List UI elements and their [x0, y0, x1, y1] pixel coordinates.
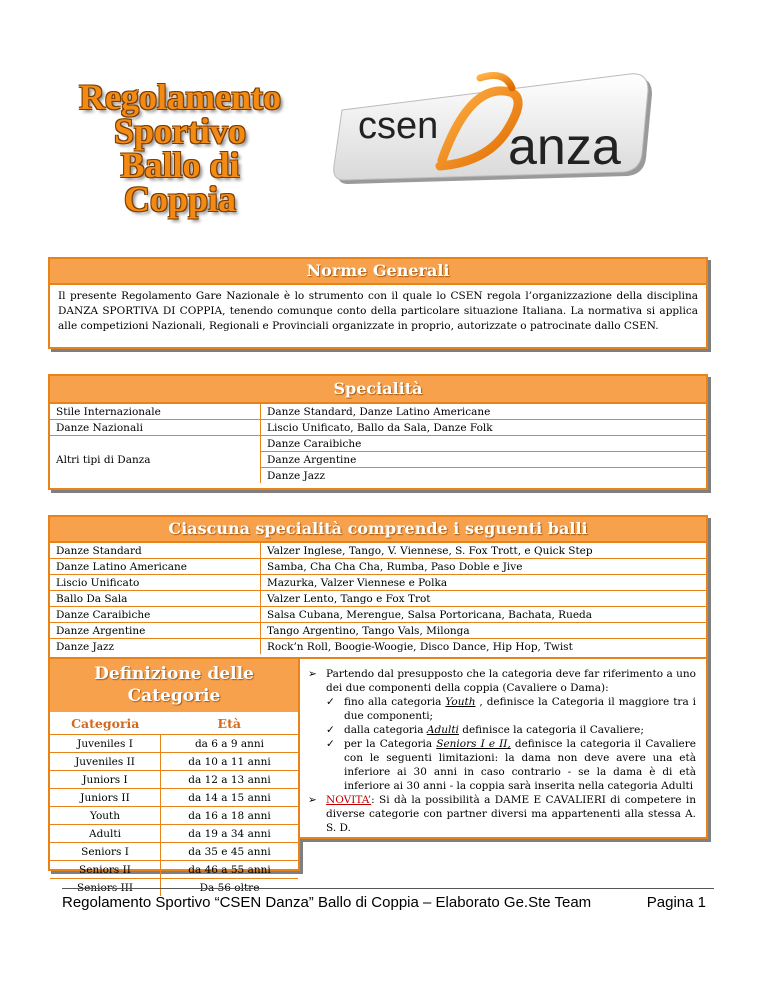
table-cell: da 6 a 9 anni: [161, 735, 299, 753]
specialita-table: [50, 404, 706, 483]
document-title: [70, 77, 290, 219]
table-cell: Danze Standard, Danze Latino Americane: [261, 404, 707, 420]
balli-heading: Ciascuna specialità comprende i seguenti balli: [50, 517, 706, 543]
balli-table: [50, 543, 706, 654]
table-row: [50, 735, 298, 753]
checkmark-icon: ✓: [326, 738, 335, 750]
table-cell: Samba, Cha Cha Cha, Rumba, Paso Doble e Jive: [261, 559, 707, 575]
note-text: definisce la categoria il Cavaliere con le seguenti limitazioni: la dama non deve avere una età inferiore ai 30 anni in caso contrario - se la dama è di età inferiore ai 30 anni - la coppia sarà inserita nella categoria Adulti: [344, 738, 697, 792]
table-cell: da 12 a 13 anni: [161, 771, 299, 789]
novita-label: NOVITA’: [326, 794, 372, 806]
checkmark-icon: ✓: [326, 696, 335, 708]
table-cell: Da 56 oltre: [199, 881, 260, 894]
table-row: [50, 825, 298, 843]
table-row: [50, 807, 298, 825]
table-cell: Seniors I: [50, 843, 161, 861]
arrow-bullet-icon: ➢: [308, 668, 317, 680]
table-cell: da 46 a 55 anni: [161, 861, 299, 879]
categorie-heading: [50, 659, 298, 712]
table-cell: da 10 a 11 anni: [161, 753, 299, 771]
checkmark-icon: ✓: [326, 724, 335, 736]
table-cell: Danze Caraibiche: [50, 607, 261, 623]
categorie-box: [48, 657, 300, 894]
categorie-table: [50, 712, 298, 896]
table-row: [50, 543, 706, 559]
table-row: [50, 771, 298, 789]
table-cell: Altri tipi di Danza: [50, 436, 261, 484]
note-text: fino alla categoria: [344, 696, 446, 708]
list-item: [306, 695, 696, 723]
norme-text: Il presente Regolamento Gare Nazionale è lo strumento con il quale lo CSEN regola l’organizzazione della disciplina DANZA SPORTIVA DI COPPIA, tenendo comunque conto della particolare situazione Italiana. La normativa si applica alle competizioni Nazionali, Regionali e Provinciali organizzate in proprio, autorizzate o patrocinate dallo CSEN.: [58, 290, 698, 332]
table-header-row: [50, 712, 298, 735]
table-cell: Danze Caraibiche: [261, 436, 707, 452]
table-row: [50, 404, 706, 420]
logo-csen-text: csen: [358, 105, 439, 147]
norme-generali-box: [48, 257, 708, 349]
notes-box: [298, 657, 708, 839]
balli-box: [48, 515, 708, 661]
table-cell: Valzer Inglese, Tango, V. Viennese, S. Fox Trott, e Quick Step: [261, 543, 707, 559]
categorie-heading-line-2: Categorie: [127, 686, 221, 706]
table-row: [50, 559, 706, 575]
table-cell: Youth: [50, 807, 161, 825]
title-line-1: Regolamento: [79, 77, 281, 117]
table-cell: Danze Jazz: [50, 639, 261, 655]
footer-text: Regolamento Sportivo “CSEN Danza” Ballo di Coppia – Elaborato Ge.Ste Team: [62, 894, 592, 911]
table-cell: Stile Internazionale: [50, 404, 261, 420]
specialita-heading: Specialità: [50, 376, 706, 404]
table-cell: Adulti: [50, 825, 161, 843]
table-row: [50, 639, 706, 655]
table-cell: Danze Jazz: [267, 469, 326, 482]
categorie-heading-line-1: Definizione delle: [94, 664, 254, 684]
table-row: [50, 420, 706, 436]
table-row: [50, 623, 706, 639]
table-cell: Danze Argentine: [50, 623, 261, 639]
table-cell: Ballo Da Sala: [50, 591, 261, 607]
note-text: definisce la categoria il Cavaliere;: [458, 724, 644, 736]
note-emphasis: Adulti: [426, 724, 459, 736]
table-cell: Juveniles II: [50, 753, 161, 771]
table-cell: Seniors II: [50, 861, 161, 879]
notes-list: [300, 659, 706, 835]
table-row: [50, 789, 298, 807]
table-cell: Liscio Unificato, Ballo da Sala, Danze Folk: [261, 420, 707, 436]
table-cell: Valzer Lento, Tango e Fox Trot: [261, 591, 707, 607]
specialita-box: [48, 374, 708, 490]
csen-danza-logo: [330, 68, 660, 188]
table-cell: Danze Argentine: [261, 452, 707, 468]
table-cell: Tango Argentino, Tango Vals, Milonga: [261, 623, 707, 639]
table-cell: Liscio Unificato: [50, 575, 261, 591]
table-cell: da 16 a 18 anni: [161, 807, 299, 825]
title-line-3: Ballo di Coppia: [120, 145, 240, 219]
list-item: [306, 793, 696, 835]
table-cell: Danze Nazionali: [50, 420, 261, 436]
note-emphasis: Youth: [445, 696, 476, 708]
table-row: [50, 591, 706, 607]
table-cell: Juniors II: [50, 789, 161, 807]
table-row: [50, 843, 298, 861]
footer-divider: [62, 888, 714, 889]
table-row: [50, 753, 298, 771]
table-cell: Juniors I: [50, 771, 161, 789]
table-cell: da 14 a 15 anni: [161, 789, 299, 807]
table-row: [50, 575, 706, 591]
table-cell: Rock’n Roll, Boogie-Woogie, Disco Dance, Hip Hop, Twist: [267, 640, 573, 653]
logo-anza-text: anza: [508, 118, 621, 176]
note-text: : Si dà la possibilità a DAME E CAVALIERI di competere in diverse categorie con partner diversi ma appartenenti alla stessa A. S. D.: [326, 794, 696, 834]
column-header-categoria: Categoria: [50, 712, 161, 735]
table-cell: Seniors III: [50, 879, 161, 897]
arrow-bullet-icon: ➢: [308, 794, 317, 806]
list-item: [306, 667, 696, 695]
column-header-eta: Età: [161, 712, 299, 735]
table-cell: Danze Latino Americane: [50, 559, 261, 575]
note-text: per la Categoria: [344, 738, 437, 750]
table-cell: Salsa Cubana, Merengue, Salsa Portoricana, Bachata, Rueda: [261, 607, 707, 623]
table-cell: Mazurka, Valzer Viennese e Polka: [261, 575, 707, 591]
table-row: [50, 436, 706, 452]
page-number: Pagina 1: [646, 894, 706, 911]
title-line-2: Sportivo: [113, 111, 246, 151]
list-item: [306, 723, 696, 737]
table-cell: da 35 e 45 anni: [161, 843, 299, 861]
note-text: dalla categoria: [344, 724, 427, 736]
note-emphasis: Seniors I e II,: [436, 738, 511, 750]
table-cell: Danze Standard: [50, 543, 261, 559]
table-row: [50, 861, 298, 879]
table-cell: da 19 a 34 anni: [161, 825, 299, 843]
note-text: Partendo dal presupposto che la categoria deve far riferimento a uno dei due componenti della coppia (Cavaliere o Dama):: [326, 668, 696, 694]
list-item: [306, 737, 696, 793]
table-row: [50, 607, 706, 623]
norme-heading: Norme Generali: [50, 259, 706, 285]
table-cell: Juveniles I: [50, 735, 161, 753]
note-text: , definisce la Categoria il maggiore tra i due componenti;: [344, 696, 696, 722]
